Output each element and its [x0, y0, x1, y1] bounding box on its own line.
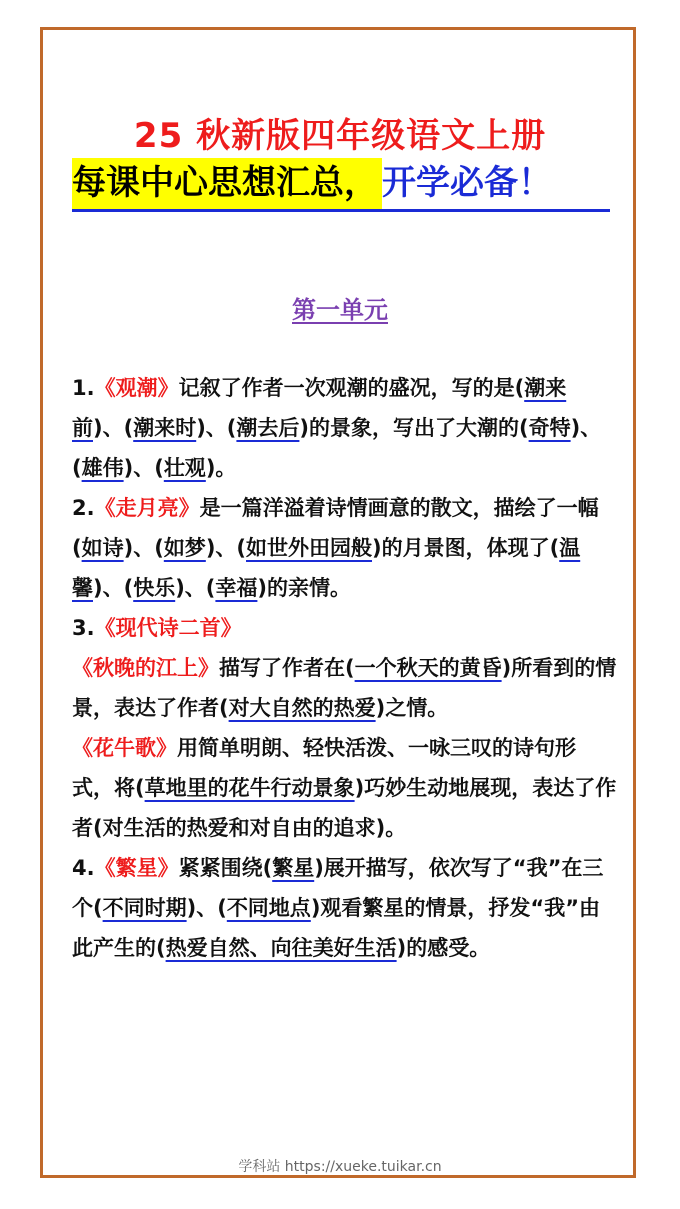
answer: 雄伟: [81, 456, 124, 480]
text: 描写了作者在(: [219, 656, 355, 680]
item-number: 1.: [72, 376, 95, 400]
text: )、(: [93, 576, 134, 600]
item-number: 3.: [72, 616, 95, 640]
text: )的月景图，体现了(: [372, 536, 560, 560]
lesson-title: 《现代诗二首》: [94, 616, 242, 640]
answer: 不同地点: [226, 896, 311, 920]
answer: 潮去后: [236, 416, 300, 440]
item-number: 4.: [72, 856, 95, 880]
answer: 草地里的花牛行动景象: [144, 776, 355, 800]
item-2: [72, 488, 617, 608]
text: )之情。: [375, 696, 449, 720]
answer: 壮观: [163, 456, 206, 480]
unit-title: 第一单元: [292, 296, 388, 324]
answer: 潮来时: [133, 416, 197, 440]
item-3-heading: [72, 608, 617, 648]
text: )的感受。: [396, 936, 491, 960]
subtitle: [72, 158, 610, 212]
text: )、(: [123, 456, 164, 480]
answer: 如世外田园般: [246, 536, 373, 560]
text: )的亲情。: [257, 576, 352, 600]
text: )、(: [93, 416, 134, 440]
text: )。: [205, 456, 237, 480]
text: )展开描写，依次写了“我”在三个(: [72, 856, 604, 920]
answer: 幸福: [215, 576, 258, 600]
lesson-title: 《走月亮》: [94, 496, 200, 520]
item-4: [72, 848, 617, 968]
poem-title: 《花牛歌》: [72, 736, 177, 760]
lesson-title: 《观潮》: [94, 376, 179, 400]
main-title: 25 秋新版四年级语文上册: [133, 116, 547, 156]
answer: 温馨: [72, 536, 581, 600]
text: 用简单明朗、轻快活泼、一咏三叹的诗句形式，将(: [72, 736, 576, 800]
text: )巧妙生动地展现，表达了作者(对生活的热爱和对自由的追求)。: [72, 776, 617, 840]
text: )、(: [72, 416, 602, 480]
answer: 如梦: [163, 536, 206, 560]
answer: 对大自然的热爱: [228, 696, 376, 720]
answer: 如诗: [81, 536, 124, 560]
text: 紧紧围绕(: [178, 856, 273, 880]
text: )、(: [205, 536, 247, 560]
lesson-title: 《繁星》: [94, 856, 179, 880]
text: )、(: [175, 576, 216, 600]
answer: 一个秋天的黄昏: [354, 656, 502, 680]
text: )、(: [123, 536, 164, 560]
subtitle-blue: 开学必备！: [382, 163, 552, 203]
subtitle-highlight: 每课中心思想汇总，: [72, 158, 382, 209]
text: )的景象，写出了大潮的(: [299, 416, 529, 440]
item-1: [72, 368, 617, 488]
item-number: 2.: [72, 496, 95, 520]
poem-title: 《秋晚的江上》: [72, 656, 219, 680]
text: 记叙了作者一次观潮的盛况，写的是(: [178, 376, 525, 400]
item-3-poem-1: [72, 648, 617, 728]
text: )观看繁星的情景，抒发“我”由此产生的(: [72, 896, 601, 960]
answer: 快乐: [133, 576, 176, 600]
answer: 繁星: [272, 856, 315, 880]
text: )所看到的情景，表达了作者(: [72, 656, 617, 720]
text: )、(: [186, 896, 227, 920]
item-3-poem-2: [72, 728, 617, 848]
text: )、(: [196, 416, 237, 440]
content-body: [72, 368, 617, 968]
answer: 热爱自然、向往美好生活: [165, 936, 397, 960]
unit-heading: [0, 290, 680, 325]
answer: 潮来前: [72, 376, 567, 440]
text: 是一篇洋溢着诗情画意的散文，描绘了一幅(: [72, 496, 599, 560]
footer-watermark: 学科站 https://xueke.tuikar.cn: [238, 1159, 442, 1175]
answer: 奇特: [528, 416, 571, 440]
answer: 不同时期: [102, 896, 187, 920]
